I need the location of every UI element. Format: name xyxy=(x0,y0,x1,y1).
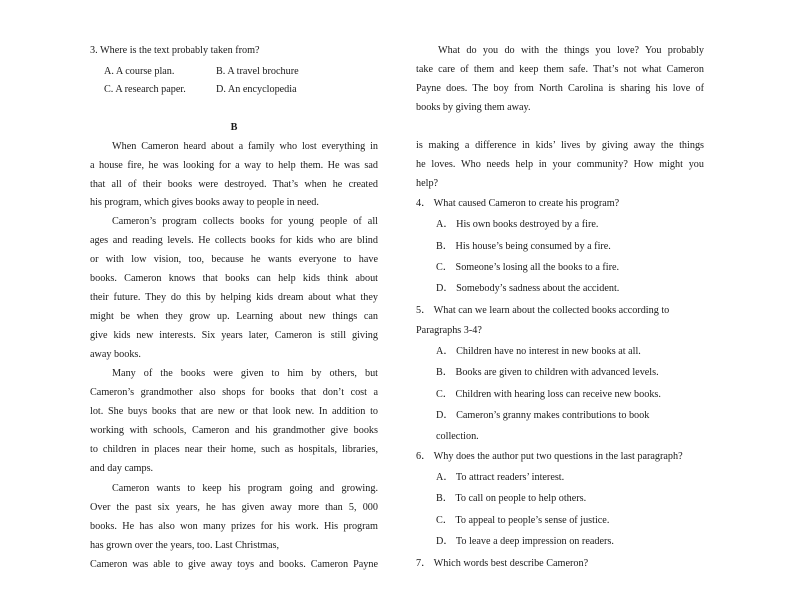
passage-line: might be when they grow up. Learning about new things can xyxy=(90,311,378,322)
passage-line: give kids new interests. Six years later, Cameron is still giving xyxy=(90,330,378,341)
passage-line: ages and reading levels. He collects books for kids who are blind xyxy=(90,235,378,246)
passage-line: he loves. Who needs help in your community? How might you xyxy=(416,159,704,170)
question-3-options-row-1 xyxy=(104,65,378,79)
q5-option-d-cont: collection. xyxy=(436,431,479,442)
passage-line: When Cameron heard about a family who lost everything in xyxy=(112,141,378,152)
q6-option-a: A． To attract readers’ interest. xyxy=(436,472,565,483)
question-6-stem: 6． Why does the author put two questions in the last paragraph? xyxy=(416,451,683,462)
passage-line: their future. They do this by helping kids dream about what they xyxy=(90,292,378,303)
passage-line: away books. xyxy=(90,349,141,360)
passage-heading: B xyxy=(230,122,238,133)
passage-line: help? xyxy=(416,178,439,189)
q4-option-d: D． Somebody’s sadness about the accident. xyxy=(436,283,620,294)
passage-line: and day camps. xyxy=(90,463,154,474)
passage-line: books. He has also won many prizes for his work. His program xyxy=(90,521,378,532)
passage-line: has grown over the years, too. Last Christmas, xyxy=(90,540,279,551)
q4-option-b: B． His house’s being consumed by a fire. xyxy=(436,241,611,252)
passage-line: his program, which gives books away to people in need. xyxy=(90,197,319,208)
passage-line: Cameron’s program collects books for young people of all xyxy=(112,216,378,227)
q4-option-a: A． His own books destroyed by a fire. xyxy=(436,219,599,230)
passage-line: a house fire, he was looking for a way to help them. He was sad xyxy=(90,160,378,171)
passage-line: lot. She buys books that are new or that look new. In addition to xyxy=(90,406,378,417)
q3-option-c: C. A research paper. xyxy=(104,84,186,95)
q4-option-c: C． Someone’s losing all the books to a fire. xyxy=(436,262,620,273)
q6-option-c: C． To appeal to people’s sense of justice. xyxy=(436,515,610,526)
passage-line: Cameron’s grandmother also shops for books that don’t cost a xyxy=(90,387,378,398)
question-4-stem: 4． What caused Cameron to create his program? xyxy=(416,198,620,209)
q5-option-a: A． Children have no interest in new books at all. xyxy=(436,346,641,357)
passage-line: that all of their books were destroyed. That’s when he created xyxy=(90,179,378,190)
passage-line: or with low vision, too, because he wants everyone to have xyxy=(90,254,378,265)
question-5-stem: 5． What can we learn about the collected books according to xyxy=(416,305,670,316)
q6-option-d: D． To leave a deep impression on readers. xyxy=(436,536,614,547)
question-3-stem: 3. Where is the text probably taken from? xyxy=(90,45,260,56)
passage-line: books by giving them away. xyxy=(416,102,531,113)
question-7-stem: 7． Which words best describe Cameron? xyxy=(416,558,589,569)
passage-line: Over the past six years, he has given away more than 5, 000 xyxy=(90,502,378,513)
passage-line: Many of the books were given to him by others, but xyxy=(112,368,378,379)
q3-option-b: B. A travel brochure xyxy=(216,66,299,77)
passage-line: take care of them and keep them safe. That’s not what Cameron xyxy=(416,64,704,75)
passage-line: is making a difference in kids’ lives by giving away the things xyxy=(416,140,704,151)
q6-option-b: B． To call on people to help others. xyxy=(436,493,587,504)
question-3-options-row-2 xyxy=(104,83,378,97)
q3-option-d: D. An encyclopedia xyxy=(216,84,297,95)
passage-line: Payne does. The boy from North Carolina is sharing his love of xyxy=(416,83,704,94)
q3-option-a: A. A course plan. xyxy=(104,66,175,77)
q5-option-b: B． Books are given to children with advanced levels. xyxy=(436,367,659,378)
q5-option-d: D． Cameron’s granny makes contributions to book xyxy=(436,410,650,421)
q5-option-c: C． Children with hearing loss can receive new books. xyxy=(436,389,661,400)
passage-line: working with schools, Cameron and his grandmother give books xyxy=(90,425,378,436)
passage-line: Cameron wants to keep his program going and growing. xyxy=(112,483,378,494)
question-5-stem-cont: Paragraphs 3-4? xyxy=(416,325,482,336)
passage-line: to children in places near their home, such as hospitals, libraries, xyxy=(90,444,378,455)
passage-line: Cameron was able to give away toys and books. Cameron Payne xyxy=(90,559,378,570)
passage-line: books. Cameron knows that books can help kids think about xyxy=(90,273,378,284)
passage-line: What do you do with the things you love? You probably xyxy=(438,45,704,56)
